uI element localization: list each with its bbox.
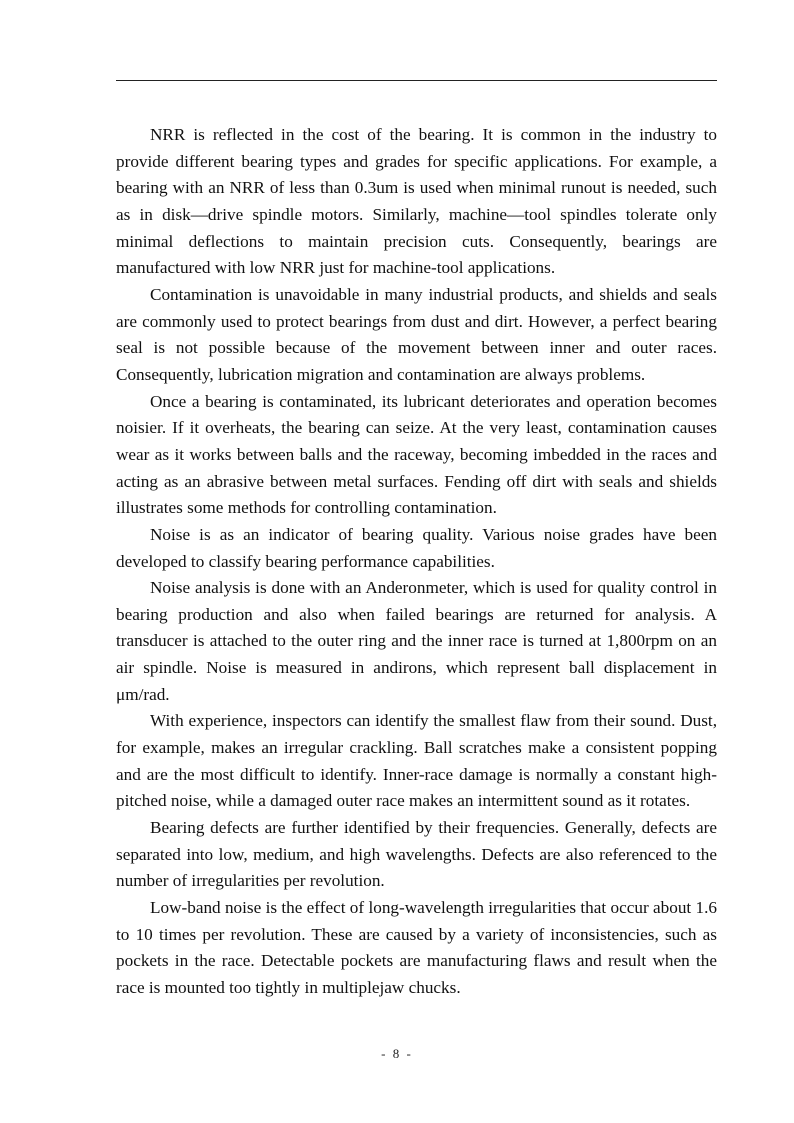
page-number: - 8 - <box>381 1046 413 1061</box>
paragraph-nrr-cost: NRR is reflected in the cost of the bearing. It is common in the industry to provide different bearing types and grades for specific applications. For example, a bearing with an NRR of less than 0.3um is used when minimal runout is needed, such as in disk—drive spindle motors. Similarly, machine—tool spindles tolerate only minimal deflections to maintain precision cuts. Consequently, bearings are manufactured with low NRR just for machine-tool applications. <box>116 125 717 278</box>
paragraph-contamination: Contamination is unavoidable in many industrial products, and shields and seals are commonly used to protect bearings from dust and dirt. However, a perfect bearing seal is not possible because of the movement between inner and outer races. Consequently, lubrication migration and contamination are always problems. <box>116 284 717 384</box>
paragraph-low-band-noise: Low-band noise is the effect of long-wavelength irregularities that occur about 1.6 to 10 times per revolution. These are caused by a variety of inconsistencies, such as pockets in the race. Detectable pockets are manufacturing flaws and result when the race is mounted too tightly in multiplejaw chucks. <box>116 898 717 997</box>
paragraph-noise-indicator: Noise is as an indicator of bearing quality. Various noise grades have been developed to classify bearing performance capabilities. <box>116 524 717 571</box>
paragraph-contaminated-bearing: Once a bearing is contaminated, its lubricant deteriorates and operation becomes noisier. If it overheats, the bearing can seize. At the very least, contamination causes wear as it works between balls and the raceway, becoming imbedded in the races and acting as an abrasive between metal surfaces. Fending off dirt with seals and shields illustrates some methods for controlling contamination. <box>116 391 717 518</box>
paragraph-noise-analysis: Noise analysis is done with an Anderonmeter, which is used for quality control in bearing production and also when failed bearings are returned for analysis. A transducer is attached to the outer ring and the inner race is turned at 1,800rpm on an air spindle. Noise is measured in andirons, which represent ball displacement in μm/rad. <box>116 578 717 704</box>
paragraph-defect-frequencies: Bearing defects are further identified by their frequencies. Generally, defects are separated into low, medium, and high wavelengths. Defects are also referenced to the number of irregularities per revolution. <box>116 818 717 891</box>
paragraph-inspector-experience: With experience, inspectors can identify the smallest flaw from their sound. Dust, for example, makes an irregular crackling. Ball scratches make a consistent popping and are the most difficult to identify. Inner-race damage is normally a constant high-pitched noise, while a damaged outer race makes an intermittent sound as it rotates. <box>116 711 717 811</box>
header-rule <box>116 80 717 81</box>
body-text <box>116 122 717 1002</box>
